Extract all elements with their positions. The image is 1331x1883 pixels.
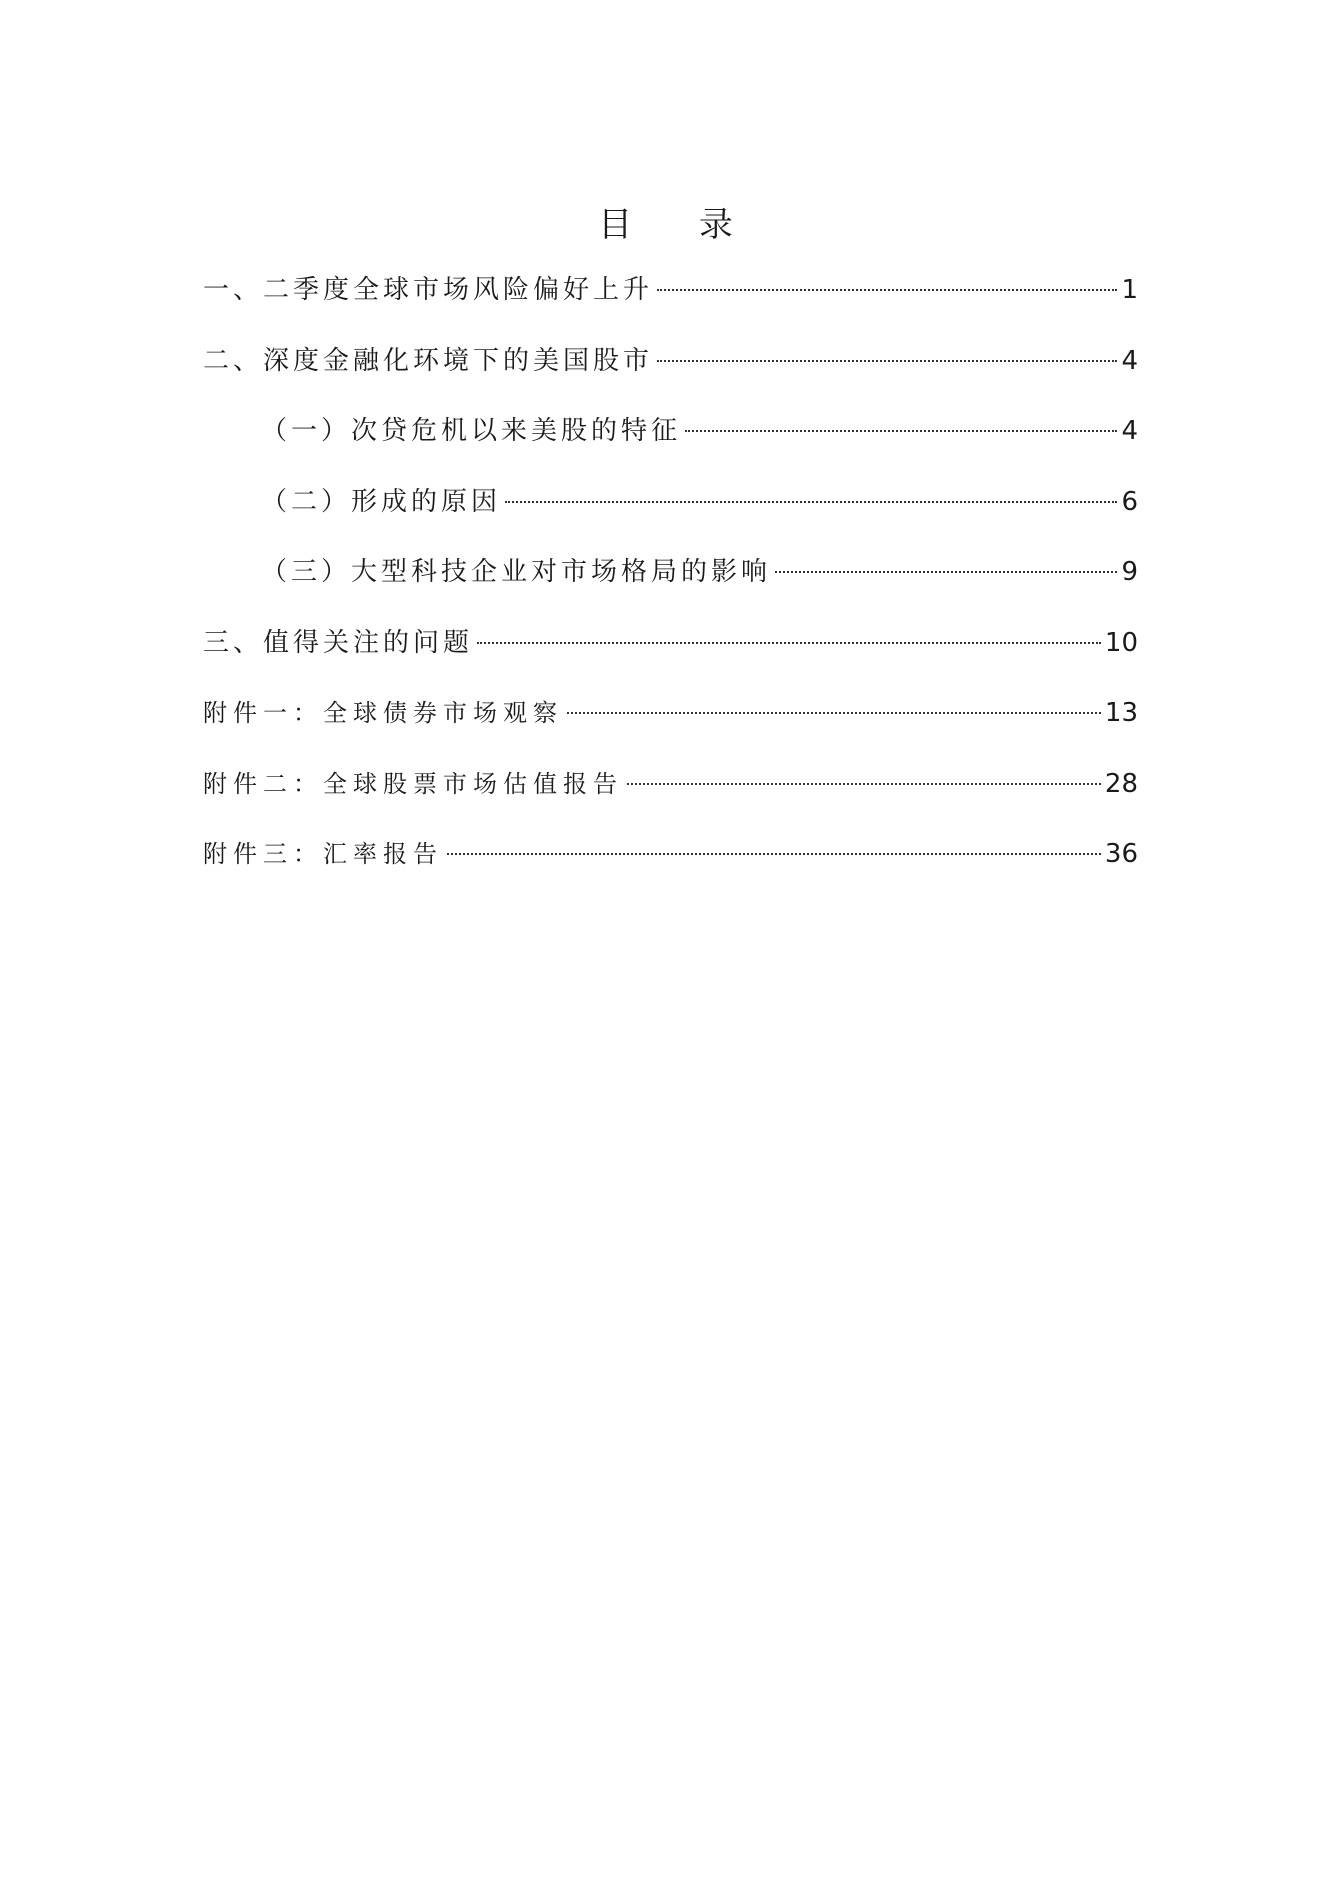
toc-dot-leader bbox=[775, 571, 1117, 573]
toc-entry[interactable] bbox=[203, 552, 1138, 623]
toc-entry-label: （二）形成的原因 bbox=[261, 486, 502, 517]
toc-entry[interactable] bbox=[203, 693, 1138, 764]
toc-dot-leader bbox=[657, 289, 1117, 291]
toc-list bbox=[203, 270, 1138, 905]
toc-page-number: 4 bbox=[1121, 345, 1138, 376]
toc-dot-leader bbox=[505, 501, 1117, 503]
toc-page-number: 9 bbox=[1121, 557, 1138, 587]
toc-dot-leader bbox=[627, 783, 1101, 785]
toc-entry[interactable] bbox=[203, 341, 1138, 412]
toc-dot-leader bbox=[477, 642, 1101, 644]
toc-entry[interactable] bbox=[203, 411, 1138, 482]
toc-entry[interactable] bbox=[203, 482, 1138, 553]
toc-entry-label: 三、值得关注的问题 bbox=[203, 627, 474, 658]
toc-entry[interactable] bbox=[203, 623, 1138, 694]
toc-title: 目 录 bbox=[598, 205, 761, 245]
toc-page-number: 36 bbox=[1104, 839, 1138, 869]
toc-dot-leader bbox=[657, 360, 1117, 362]
toc-entry-label: 一、二季度全球市场风险偏好上升 bbox=[203, 275, 654, 305]
toc-page-number: 13 bbox=[1104, 698, 1138, 728]
toc-entry-label: （一）次贷危机以来美股的特征 bbox=[261, 416, 682, 446]
toc-entry[interactable] bbox=[203, 834, 1138, 905]
toc-entry-label: （三）大型科技企业对市场格局的影响 bbox=[261, 557, 772, 587]
toc-dot-leader bbox=[685, 430, 1117, 432]
toc-page-number: 4 bbox=[1121, 416, 1138, 446]
toc-dot-leader bbox=[447, 853, 1101, 855]
toc-page-number: 6 bbox=[1121, 486, 1138, 517]
toc-entry-label: 附件三：汇率报告 bbox=[203, 840, 443, 868]
toc-dot-leader bbox=[567, 712, 1101, 714]
toc-entry[interactable] bbox=[203, 270, 1138, 341]
toc-page-number: 1 bbox=[1121, 275, 1138, 305]
toc-page-number: 28 bbox=[1104, 768, 1138, 799]
toc-entry-label: 二、深度金融化环境下的美国股市 bbox=[203, 345, 654, 376]
toc-page-number: 10 bbox=[1104, 627, 1138, 658]
toc-entry[interactable] bbox=[203, 764, 1138, 835]
toc-entry-label: 附件一：全球债券市场观察 bbox=[203, 699, 563, 727]
toc-entry-label: 附件二：全球股票市场估值报告 bbox=[203, 769, 623, 798]
